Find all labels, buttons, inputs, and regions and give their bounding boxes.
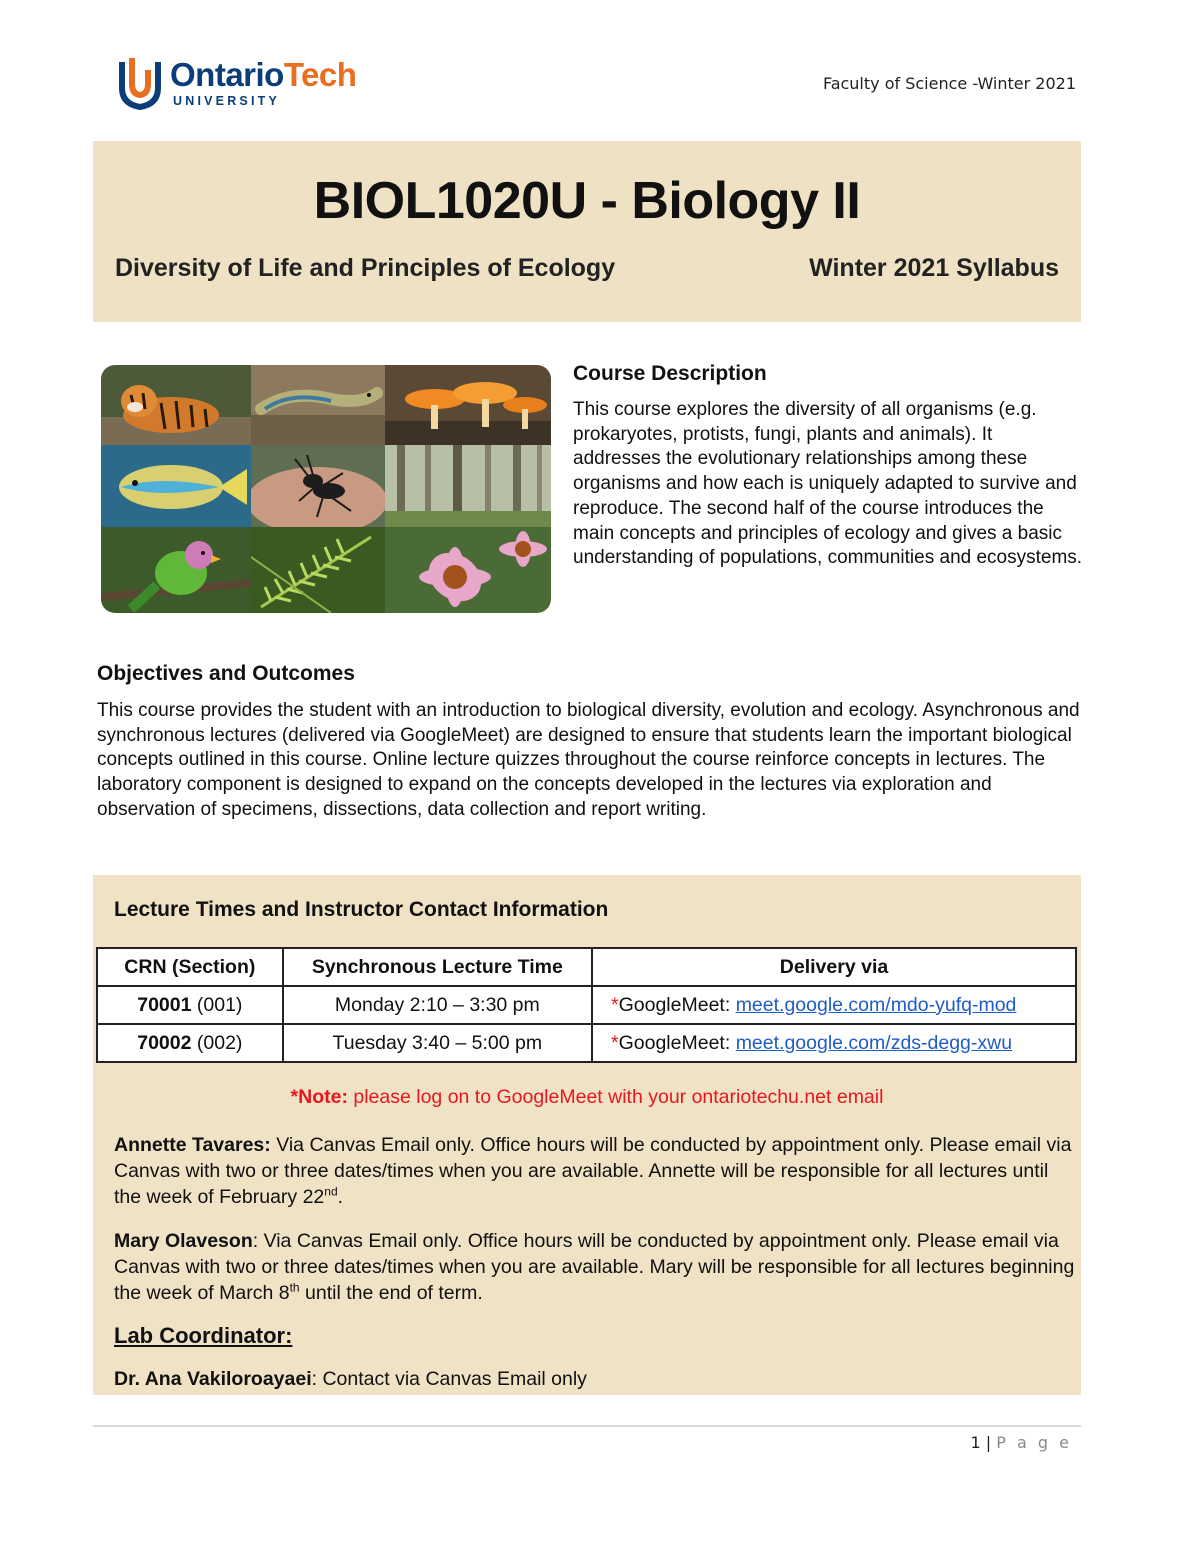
logo-shield-icon: [118, 54, 162, 110]
delivery-label: GoogleMeet:: [618, 1031, 736, 1054]
page-number-value: 1: [970, 1433, 981, 1452]
instructor-contact: [114, 1132, 1076, 1210]
biodiversity-photo-collage: [101, 365, 551, 613]
column-header-delivery: Delivery via: [592, 948, 1076, 986]
beetle-photo: [251, 445, 385, 527]
logo-text-tech: Tech: [283, 56, 357, 93]
note-text: please log on to GoogleMeet with your ontariotechu.net email: [347, 1086, 884, 1108]
googlemeet-note: [93, 1086, 1081, 1109]
page-separator: |: [980, 1433, 997, 1452]
instructor-contact-text: Via Canvas Email only. Office hours will be conducted by appointment only. Please email via Canvas with two or three dates/times when you are available. Annette will be responsible for all lectures until the week of February 22: [114, 1134, 1072, 1208]
lab-coordinator-heading: Lab Coordinator:: [114, 1323, 293, 1348]
fish-photo: [101, 445, 251, 527]
crn-number: 70002: [137, 1031, 192, 1054]
tiger-photo: [101, 365, 251, 445]
syllabus-term: Winter 2021 Syllabus: [809, 254, 1059, 282]
page-label: P a g e: [996, 1433, 1072, 1452]
page-title: BIOL1020U - Biology II: [313, 172, 861, 230]
instructor-name: Mary Olaveson: [114, 1230, 253, 1252]
crn-cell: [97, 986, 283, 1024]
table-row: [97, 986, 1076, 1024]
course-subtitle: Diversity of Life and Principles of Ecology: [115, 254, 616, 282]
objectives-text: This course provides the student with an introduction to biological diversity, evolution and ecology. Asynchronous and synchronous lectures (delivered via GoogleMeet) are designed to ensure that students learn the important biological concepts outlined in this course. Online lecture quizzes throughout the course reinforce concepts in lectures. The laboratory component is designed to expand on the concepts developed in the lectures via exploration and observation of specimens, dissections, data collection and report writing.: [97, 700, 1080, 820]
ordinal-suffix: nd: [324, 1184, 338, 1199]
course-description-section: [573, 362, 1083, 571]
university-logo: [118, 54, 358, 110]
column-header-crn: CRN (Section): [97, 948, 283, 986]
asterisk: *: [611, 993, 619, 1016]
course-description-text: This course explores the diversity of all organisms (e.g. prokaryotes, protists, fungi, plants and animals). It addresses the evolutionary relationships among these organisms and how each is uniquely adapted to survive and reproduce. The second half of the course introduces the main concepts and principles of ecology and gives a basic understanding of populations, communities and ecosystems.: [573, 399, 1083, 569]
lab-coordinator-text: : Contact via Canvas Email only: [311, 1368, 587, 1390]
note-label: *Note:: [290, 1086, 348, 1108]
logo-text-ontario: Ontario: [170, 56, 284, 93]
mushrooms-photo: [385, 365, 551, 445]
instructor-name: Annette Tavares:: [114, 1134, 271, 1156]
objectives-heading: Objectives and Outcomes: [97, 662, 355, 685]
lab-coordinator-contact: [114, 1368, 587, 1391]
lecture-info-heading: Lecture Times and Instructor Contact Information: [114, 898, 609, 921]
lizard-photo: [251, 365, 385, 445]
delivery-cell: [592, 1024, 1076, 1062]
lecture-time-cell: Tuesday 3:40 – 5:00 pm: [283, 1024, 592, 1062]
crn-section: (001): [191, 993, 243, 1016]
googlemeet-link[interactable]: meet.google.com/mdo-yufq-mod: [735, 993, 1017, 1016]
instructor-contact-tail: until the end of term.: [299, 1282, 483, 1304]
objectives-section: [97, 662, 1082, 823]
instructor-contact-text: : Via Canvas Email only. Office hours will be conducted by appointment only. Please email via Canvas with two or three dates/times when you are available. Mary will be responsible for all lectures beginning the week of March 8: [114, 1230, 1075, 1304]
instructor-contact: [114, 1228, 1076, 1306]
table-header-row: [97, 948, 1076, 986]
title-band: [93, 141, 1081, 322]
lecture-times-table: [96, 947, 1077, 1063]
logo-text-university: UNIVERSITY: [173, 94, 281, 108]
parrot-photo: [101, 527, 251, 613]
page-number: [971, 1433, 1072, 1452]
forest-photo: [385, 445, 551, 527]
table-row: [97, 1024, 1076, 1062]
delivery-label: GoogleMeet:: [618, 993, 736, 1016]
coneflowers-photo: [385, 527, 551, 613]
crn-cell: [97, 1024, 283, 1062]
lecture-time-cell: Monday 2:10 – 3:30 pm: [283, 986, 592, 1024]
crn-section: (002): [191, 1031, 243, 1054]
column-header-time: Synchronous Lecture Time: [283, 948, 592, 986]
instructor-contact-tail: .: [337, 1186, 344, 1208]
asterisk: *: [611, 1031, 619, 1054]
lab-coordinator-name: Dr. Ana Vakiloroayaei: [114, 1368, 312, 1390]
googlemeet-link[interactable]: meet.google.com/zds-degg-xwu: [735, 1031, 1013, 1054]
delivery-cell: [592, 986, 1076, 1024]
footer-divider: [93, 1425, 1081, 1427]
crn-number: 70001: [137, 993, 192, 1016]
fern-photo: [251, 527, 385, 613]
header-faculty-term: Faculty of Science -Winter 2021: [822, 74, 1076, 93]
ordinal-suffix: th: [289, 1280, 300, 1295]
course-description-heading: Course Description: [573, 362, 767, 385]
